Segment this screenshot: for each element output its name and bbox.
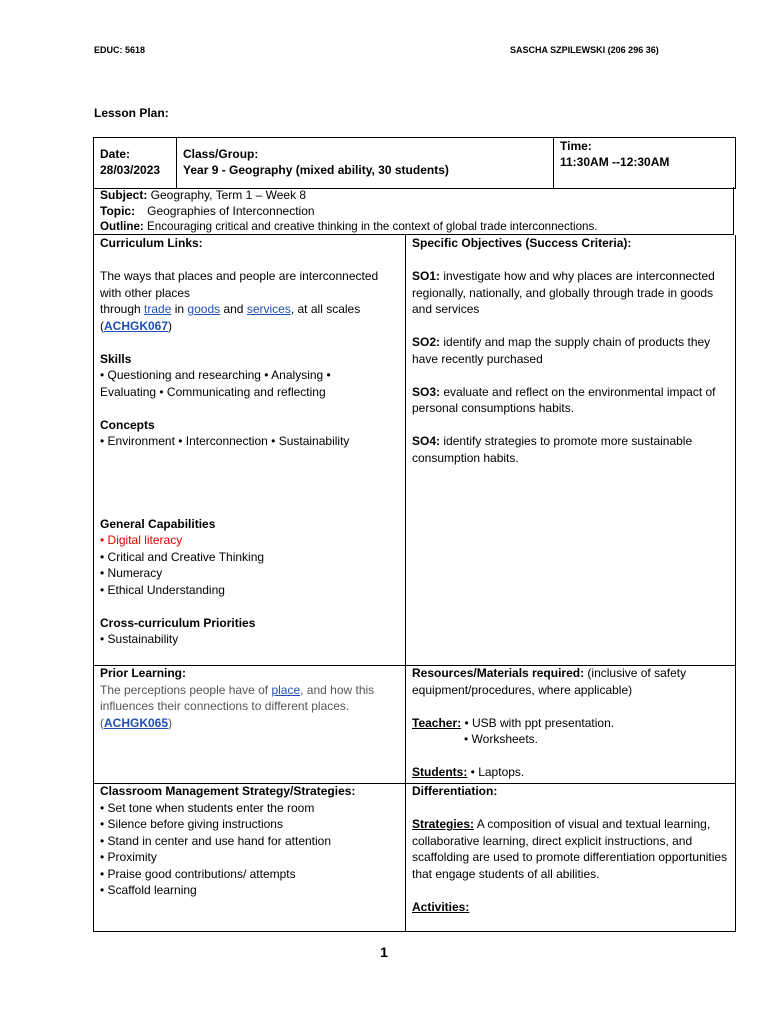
time-label: Time:: [560, 139, 592, 153]
prior-learning-heading: Prior Learning:: [100, 666, 187, 680]
strategies-label: Strategies:: [412, 817, 475, 831]
resources-cell: [406, 665, 735, 783]
management-item: • Set tone when students enter the room: [100, 800, 315, 815]
curriculum-objectives-row: [93, 235, 736, 666]
objective-so2: [412, 334, 729, 367]
management-item: • Scaffold learning: [100, 883, 197, 897]
paren: ): [168, 715, 173, 730]
strategies-body: A composition of visual and textual learning, collaborative learning, direct explicit instructions, and scaffolding are used to promote differentiation opportunities that engage students of all abilities.: [412, 817, 728, 881]
students-label: Students:: [412, 765, 468, 779]
topic-value: Geographies of Interconnection: [147, 204, 315, 218]
subject-row: [93, 187, 734, 235]
management-item: • Stand in center and use hand for attention: [100, 833, 332, 848]
skills-line: • Questioning and researching • Analysing •: [100, 368, 331, 382]
so3-text: evaluate and reflect on the environmental impact of personal consumptions habits.: [412, 384, 716, 415]
prior-resources-row: [93, 665, 736, 784]
curriculum-text-part: in: [171, 302, 188, 316]
achgk065-link[interactable]: ACHGK065: [104, 715, 169, 730]
outline-label: Outline:: [100, 220, 144, 233]
curriculum-heading: Curriculum Links:: [100, 236, 203, 250]
objective-so4: [412, 433, 729, 466]
objectives-cell: [406, 235, 735, 665]
prior-learning-text: [100, 682, 399, 732]
activities-label: Activities:: [412, 899, 470, 914]
so1-text: investigate how and why places are interconnected regionally, nationally, and globally through trade in goods and services: [412, 269, 715, 316]
students-item: • Laptops.: [467, 765, 525, 779]
resources-note: (inclusive of safety equipment/procedures, where applicable): [412, 666, 687, 697]
curriculum-text: [100, 268, 399, 334]
objective-so1: [412, 268, 729, 318]
student-resources: [412, 764, 729, 781]
trade-link[interactable]: trade: [144, 302, 172, 316]
objectives-heading: Specific Objectives (Success Criteria):: [412, 236, 632, 250]
teacher-item: • Worksheets.: [464, 732, 539, 746]
date-label: Date:: [100, 147, 131, 161]
page-number: 1: [380, 944, 388, 960]
concepts-line: • Environment • Interconnection • Sustainability: [100, 434, 350, 448]
resources-heading-line: [412, 665, 729, 698]
capability-item: • Critical and Creative Thinking: [100, 549, 265, 564]
paren: (: [100, 715, 104, 730]
skills-heading: Skills: [100, 351, 132, 366]
management-item: • Proximity: [100, 850, 157, 864]
subject-label: Subject:: [100, 188, 148, 202]
class-label: Class/Group:: [183, 147, 259, 161]
so4-label: SO4:: [412, 434, 441, 448]
so3-label: SO3:: [412, 384, 441, 399]
prior-text-part: The perceptions people have of: [100, 682, 272, 697]
outline-value: Encouraging critical and creative thinking in the context of global trade interconnections.: [143, 220, 598, 233]
curriculum-text-part: and: [220, 302, 247, 316]
teacher-item: • USB with ppt presentation.: [461, 715, 615, 730]
goods-link[interactable]: goods: [187, 302, 221, 316]
teacher-resources: [412, 715, 729, 732]
class-value: Year 9 - Geography (mixed ability, 30 students): [183, 163, 449, 177]
date-cell: [94, 138, 177, 188]
resources-heading: Resources/Materials required:: [412, 666, 585, 680]
topic-label: Topic:: [100, 204, 136, 218]
class-cell: [177, 138, 554, 188]
time-cell: [554, 138, 735, 188]
so2-label: SO2:: [412, 335, 441, 349]
curriculum-text-part: through: [100, 302, 145, 316]
so2-text: identify and map the supply chain of products they have recently purchased: [412, 335, 711, 366]
author-name: SASCHA SZPILEWSKI (206 296 36): [510, 45, 659, 55]
management-heading: Classroom Management Strategy/Strategies:: [100, 784, 356, 798]
so1-label: SO1:: [412, 269, 441, 283]
differentiation-heading: Differentiation:: [412, 784, 498, 798]
date-value: 28/03/2023: [100, 163, 161, 177]
curriculum-links-cell: [94, 235, 406, 665]
paren: ): [168, 318, 173, 333]
general-capabilities-heading: General Capabilities: [100, 516, 216, 531]
so4-text: identify strategies to promote more sustainable consumption habits.: [412, 434, 693, 465]
prior-text-part: , and how this influences their connections to different places.: [100, 682, 375, 713]
capability-item: • Digital literacy: [100, 533, 183, 547]
prior-learning-cell: [94, 665, 406, 783]
cross-curriculum-item: • Sustainability: [100, 632, 179, 646]
management-item: • Silence before giving instructions: [100, 817, 283, 831]
skills-line: Evaluating • Communicating and reflecting: [100, 384, 326, 399]
differentiation-cell: [406, 783, 735, 931]
teacher-label: Teacher:: [412, 715, 462, 730]
lesson-info-row: [93, 137, 736, 189]
management-cell: [94, 783, 406, 931]
curriculum-text-part: The ways that places and people are interconnected with other places: [100, 269, 379, 300]
achgk067-link[interactable]: ACHGK067: [104, 318, 169, 333]
management-differentiation-row: [93, 783, 736, 932]
management-item: • Praise good contributions/ attempts: [100, 866, 296, 881]
time-value: 11:30AM --12:30AM: [560, 155, 670, 169]
course-code: EDUC: 5618: [94, 45, 146, 55]
concepts-heading: Concepts: [100, 417, 155, 432]
capability-item: • Ethical Understanding: [100, 582, 225, 597]
place-link[interactable]: place: [271, 682, 301, 697]
page-title: Lesson Plan:: [94, 106, 169, 120]
cross-curriculum-heading: Cross-curriculum Priorities: [100, 615, 256, 630]
curriculum-text-part: , at all scales: [290, 302, 361, 316]
subject-value: Geography, Term 1 – Week 8: [147, 188, 307, 202]
objective-so3: [412, 384, 729, 417]
paren: (: [100, 318, 104, 333]
services-link[interactable]: services: [246, 302, 291, 316]
capability-item: • Numeracy: [100, 566, 163, 580]
strategies-text: [412, 816, 729, 882]
